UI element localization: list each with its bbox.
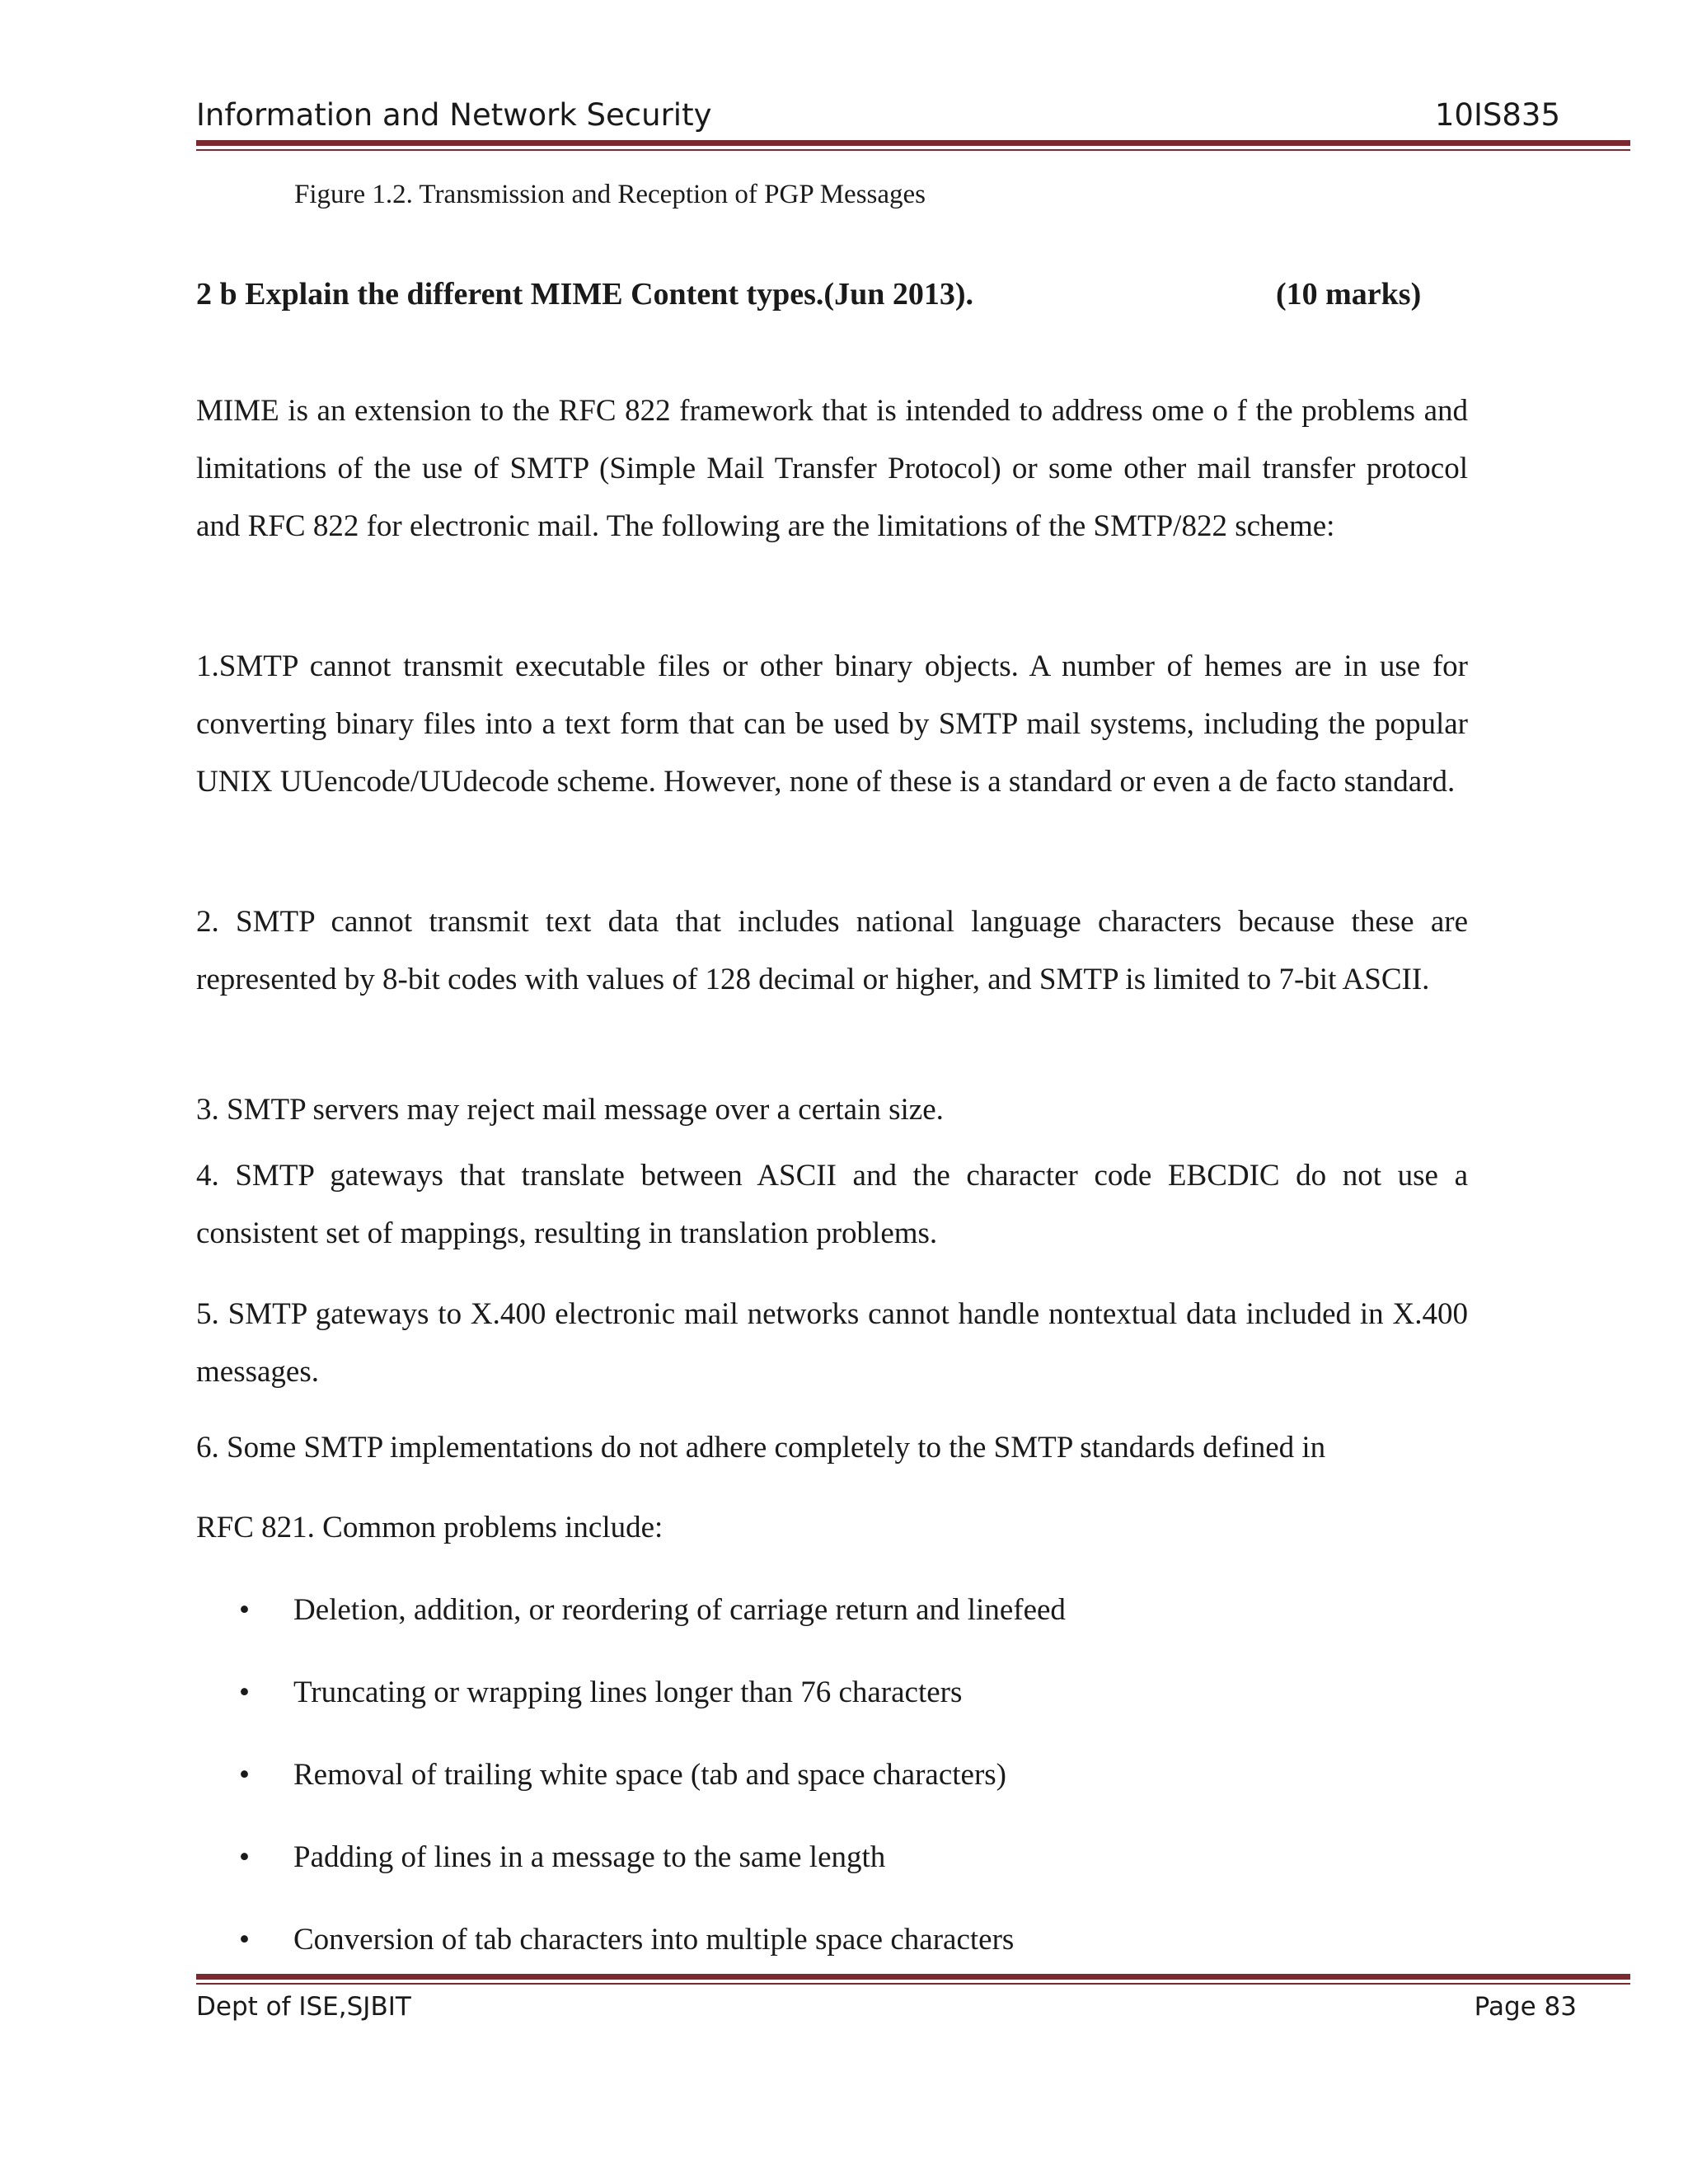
list-item-text: Padding of lines in a message to the same length xyxy=(293,1840,886,1874)
point-2: 2. SMTP cannot transmit text data that includes national language characters because these are represented by 8-bit codes with values of 128 decimal or higher, and SMTP is limited to 7-bit ASCII. xyxy=(196,905,1468,996)
header-title: Information and Network Security xyxy=(196,97,712,133)
point-1: 1.SMTP cannot transmit executable files or other binary objects. A number of hemes are in use for converting binary files into a text form that can be used by SMTP mail systems, including the popular UNIX UUencode/UUdecode scheme. However, none of these is a standard or even a de facto standard. xyxy=(196,649,1468,799)
list-item-text: Removal of trailing white space (tab and space characters) xyxy=(293,1758,1007,1792)
bullet-icon: • xyxy=(239,1923,250,1957)
point-4: 4. SMTP gateways that translate between ASCII and the character code EBCDIC do not use a consistent set of mappings, resulting in translation problems. xyxy=(196,1159,1468,1250)
bullet-icon: • xyxy=(239,1593,250,1627)
list-item xyxy=(239,1675,962,1710)
point-3: 3. SMTP servers may reject mail message over a certain size. xyxy=(196,1093,944,1127)
footer-department: Dept of ISE,SJBIT xyxy=(196,1992,411,2022)
list-item xyxy=(239,1840,885,1875)
figure-caption: Figure 1.2. Transmission and Reception of PGP Messages xyxy=(294,180,926,209)
question-heading xyxy=(196,276,1424,312)
footer-page-number: Page 83 xyxy=(1474,1992,1577,2022)
list-item xyxy=(239,1757,1006,1793)
point-5: 5. SMTP gateways to X.400 electronic mail networks cannot handle nontextual data included in X.400 messages. xyxy=(196,1297,1468,1389)
point-6: 6. Some SMTP implementations do not adhere completely to the SMTP standards defined in xyxy=(196,1431,1326,1465)
list-item-text: Conversion of tab characters into multiple space characters xyxy=(293,1923,1015,1957)
bullet-icon: • xyxy=(239,1840,250,1874)
bullet-icon: • xyxy=(239,1675,250,1709)
bullet-icon: • xyxy=(239,1758,250,1792)
header-rule-thick xyxy=(196,140,1630,146)
header-course-code: 10IS835 xyxy=(1434,97,1560,133)
footer-rule-thick xyxy=(196,1974,1630,1980)
point-6-continued: RFC 821. Common problems include: xyxy=(196,1511,663,1544)
list-item-text: Truncating or wrapping lines longer than 76 characters xyxy=(293,1675,963,1709)
question-marks: (10 marks) xyxy=(1276,277,1422,312)
footer-rule-thin xyxy=(196,1983,1630,1985)
header-rule-thin xyxy=(196,149,1630,151)
list-item xyxy=(239,1592,1066,1628)
list-item-text: Deletion, addition, or reordering of carriage return and linefeed xyxy=(293,1593,1066,1627)
list-item xyxy=(239,1922,1014,1957)
question-text: 2 b Explain the different MIME Content types.(Jun 2013). xyxy=(196,277,973,312)
intro-paragraph: MIME is an extension to the RFC 822 framework that is intended to address ome o f the problems and limitations of the use of SMTP (Simple Mail Transfer Protocol) or some other mail transfer protocol and RFC 822 for electronic mail. The following are the limitations of the SMTP/822 scheme: xyxy=(196,394,1468,543)
